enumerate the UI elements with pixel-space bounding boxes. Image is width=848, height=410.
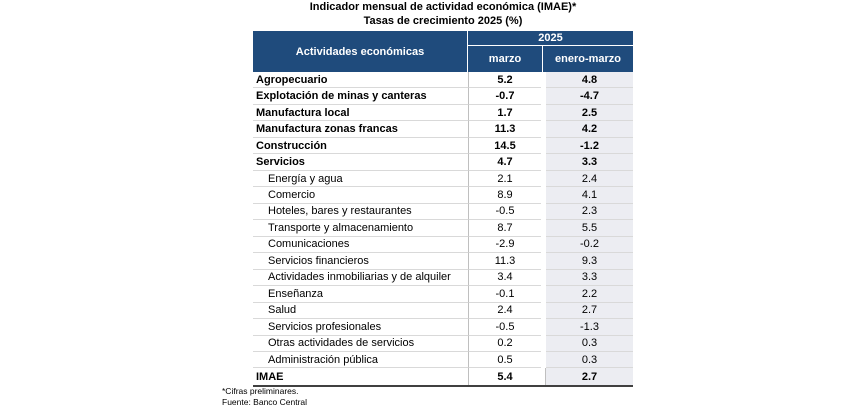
row-value-marzo: 5.2 (468, 72, 541, 88)
row-value-marzo: -2.9 (468, 237, 541, 253)
row-value-marzo: 0.2 (468, 336, 541, 352)
row-value-enero-marzo: 2.5 (546, 105, 633, 121)
table-row (253, 187, 633, 203)
row-label: Enseñanza (253, 286, 468, 302)
row-value-marzo: 2.4 (468, 303, 541, 319)
row-label: Energía y agua (253, 171, 468, 187)
table-row (253, 171, 633, 187)
table-row (253, 138, 633, 154)
table-row (253, 204, 633, 220)
row-value-marzo: 4.7 (468, 154, 541, 170)
row-value-enero-marzo: 9.3 (546, 253, 633, 269)
table-row (253, 72, 633, 88)
row-label: Actividades inmobiliarias y de alquiler (253, 270, 468, 286)
row-value-marzo: -0.7 (468, 88, 541, 104)
row-value-enero-marzo: -1.3 (546, 319, 633, 335)
row-value-marzo: 0.5 (468, 352, 541, 368)
footnotes (222, 386, 307, 407)
row-value-enero-marzo: 5.5 (546, 220, 633, 236)
row-label: Salud (253, 303, 468, 319)
row-value-enero-marzo: 0.3 (546, 336, 633, 352)
row-value-enero-marzo: -0.2 (546, 237, 633, 253)
row-value-enero-marzo: 3.3 (546, 154, 633, 170)
table-row (253, 319, 633, 335)
report-title: Indicador mensual de actividad económica (IMAE)* (309, 1, 577, 13)
row-value-enero-marzo: -4.7 (546, 88, 633, 104)
table-row (253, 368, 633, 384)
row-label: Comercio (253, 187, 468, 203)
row-value-marzo: 8.7 (468, 220, 541, 236)
header-enero-marzo: enero-marzo (554, 53, 622, 65)
row-label: Administración pública (253, 352, 468, 368)
table-row (253, 237, 633, 253)
row-value-marzo: 8.9 (468, 187, 541, 203)
row-value-enero-marzo: 2.7 (546, 303, 633, 319)
row-value-marzo: 5.4 (468, 368, 541, 384)
row-label: Construcción (253, 138, 468, 154)
row-label: Hoteles, bares y restaurantes (253, 204, 468, 220)
table-row (253, 286, 633, 302)
row-label: Transporte y almacenamiento (253, 220, 468, 236)
row-value-marzo: 11.3 (468, 253, 541, 269)
header-year: 2025 (468, 31, 633, 46)
table-row (253, 88, 633, 104)
row-value-enero-marzo: 2.7 (546, 368, 633, 384)
row-label: Explotación de minas y canteras (253, 88, 468, 104)
row-label: Agropecuario (253, 72, 468, 88)
row-value-marzo: 3.4 (468, 270, 541, 286)
row-value-enero-marzo: 2.4 (546, 171, 633, 187)
row-value-marzo: 2.1 (468, 171, 541, 187)
table-row (253, 105, 633, 121)
header-activities: Actividades económicas (253, 31, 468, 72)
header-year-group (468, 31, 633, 72)
row-label: Manufactura zonas francas (253, 121, 468, 137)
table-row (253, 303, 633, 319)
table-row (253, 220, 633, 236)
header-marzo: marzo (468, 46, 543, 72)
row-value-marzo: 14.5 (468, 138, 541, 154)
title-block (253, 1, 633, 28)
row-label: Servicios financieros (253, 253, 468, 269)
row-label: Otras actividades de servicios (253, 336, 468, 352)
table-row (253, 253, 633, 269)
row-label: Comunicaciones (253, 237, 468, 253)
table-row (253, 336, 633, 352)
table-header (253, 31, 633, 72)
row-label: Servicios (253, 154, 468, 170)
table-row (253, 352, 633, 368)
row-value-enero-marzo: 4.2 (546, 121, 633, 137)
table-row (253, 270, 633, 286)
table-body (253, 72, 633, 387)
imae-table (253, 31, 633, 387)
table-row (253, 121, 633, 137)
report-subtitle: Tasas de crecimiento 2025 (%) (363, 14, 523, 27)
row-value-enero-marzo: 4.1 (546, 187, 633, 203)
row-value-marzo: 11.3 (468, 121, 541, 137)
table-row (253, 154, 633, 170)
row-value-enero-marzo: 2.3 (546, 204, 633, 220)
row-value-marzo: 1.7 (468, 105, 541, 121)
row-label: Manufactura local (253, 105, 468, 121)
footnote-preliminary: *Cifras preliminares. (222, 386, 299, 396)
row-value-enero-marzo: -1.2 (546, 138, 633, 154)
footnote-source: Fuente: Banco Central (222, 396, 308, 407)
row-value-enero-marzo: 4.8 (546, 72, 633, 88)
row-label: Servicios profesionales (253, 319, 468, 335)
header-subcolumns (468, 46, 633, 72)
row-value-marzo: -0.5 (468, 204, 541, 220)
row-label: IMAE (256, 370, 284, 383)
row-value-enero-marzo: 2.2 (546, 286, 633, 302)
row-value-marzo: -0.5 (468, 319, 541, 335)
row-value-enero-marzo: 0.3 (546, 352, 633, 368)
row-value-marzo: -0.1 (468, 286, 541, 302)
row-value-enero-marzo: 3.3 (546, 270, 633, 286)
